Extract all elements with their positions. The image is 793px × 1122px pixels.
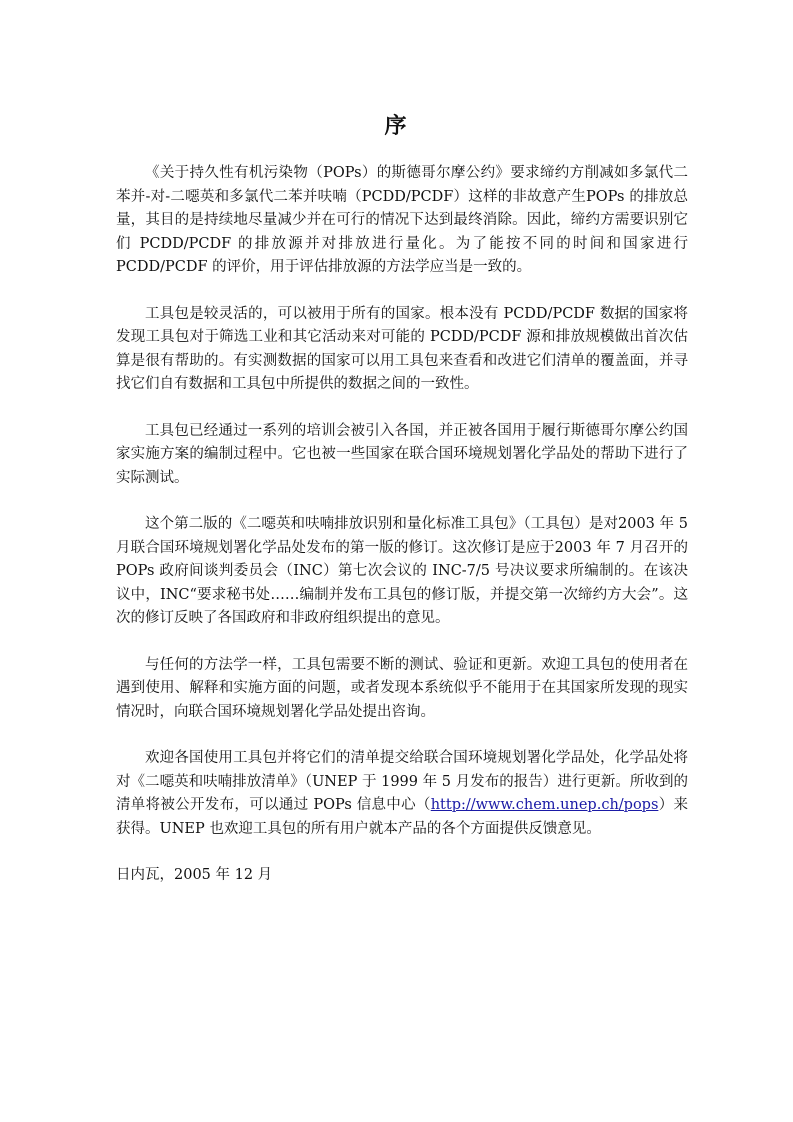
paragraph-4: 这个第二版的《二噁英和呋喃排放识别和量化标准工具包》（工具包）是对2003 年 5 月联合国环境规划署化学品处发布的第一版的修订。这次修订是应于2003 年 7 月召开的 POPs 政府间谈判委员会（INC）第七次会议的 INC-7/5 号决议要求所编制的。在该决议中，INC“要求秘书处……编制并发布工具包的修订版，并提交第一次缔约方大会”。这次的修订反映了各国政府和非政府组织提出的意见。 (116, 516, 688, 626)
paragraph-2: 工具包是较灵活的，可以被用于所有的国家。根本没有 PCDD/PCDF 数据的国家将发现工具包对于筛选工业和其它活动来对可能的 PCDD/PCDF 源和排放规模做出首次估算是很有帮助的。有实测数据的国家可以用工具包来查看和改进它们清单的覆盖面，并寻找它们自有数据和工具包中所提供的数据之间的一致性。 (116, 305, 688, 392)
paragraph-6-text-end: ）来获得。UNEP 也欢迎工具包的所有用户就本产品的各个方面提供反馈意见。 (116, 797, 689, 837)
preface-body (116, 162, 688, 911)
paragraph-5: 与任何的方法学一样，工具包需要不断的测试、验证和更新。欢迎工具包的使用者在遇到使用、解释和实施方面的问题，或者发现本系统似乎不能用于在其国家所发现的现实情况时，向联合国环境规划署化学品处提出咨询。 (116, 656, 688, 720)
paragraph-6-text-start: 欢迎各国使用工具包并将它们的清单提交给联合国环境规划署化学品处，化学品处将对《二噁英和呋喃排放清单》（UNEP 于 1999 年 5 月发布的报告）进行更新。所收到的清单将被公开发布，可以通过 POPs 信息中心（ (116, 750, 688, 813)
date-line: 日内瓦，2005 年 12 月 (116, 867, 273, 883)
paragraph-1: 《关于持久性有机污染物（POPs）的斯德哥尔摩公约》要求缔约方削减如多氯代二苯并-对-二噁英和多氯代二苯并呋喃（PCDD/PCDF）这样的非故意产生POPs 的排放总量，其目的是持续地尽量减少并在可行的情况下达到最终消除。因此，缔约方需要识别它们 PCDD/PCDF 的排放源并对排放进行量化。为了能按不同的时间和国家进行 PCDD/PCDF 的评价，用于评估排放源的方法学应当是一致的。 (116, 165, 688, 275)
pops-website-link[interactable]: http://www.chem.unep.ch/pops (430, 797, 659, 813)
paragraph-3: 工具包已经通过一系列的培训会被引入各国，并正被各国用于履行斯德哥尔摩公约国家实施方案的编制过程中。它也被一些国家在联合国环境规划署化学品处的帮助下进行了实际测试。 (116, 422, 688, 486)
paragraph-6 (116, 747, 688, 841)
page-title: 序 (384, 113, 409, 139)
